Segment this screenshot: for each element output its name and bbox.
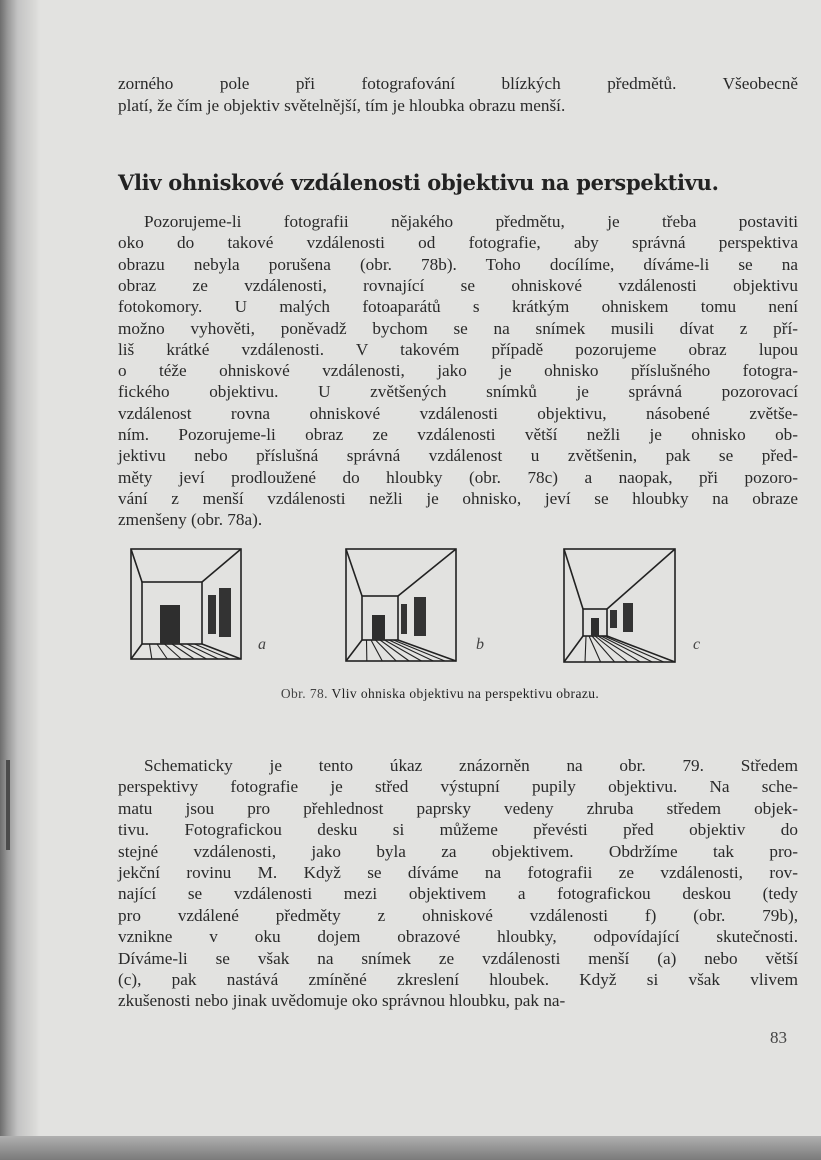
door (160, 605, 180, 644)
perspective-edge (398, 549, 456, 596)
text-line: obraz ze vzdálenosti, rovnající se ohniskové vzdálenosti objektivu (118, 275, 798, 295)
window (401, 604, 407, 634)
caption-number: Obr. 78. (280, 686, 328, 701)
floor-board-line (150, 644, 152, 659)
perspective-edge (607, 549, 675, 609)
floor-board-line (376, 640, 397, 661)
perspective-edge (564, 549, 583, 609)
floor-board-line (385, 640, 422, 661)
figure-78b (345, 548, 457, 662)
text-line: vzdálenost rovna ohniskové vzdálenosti objektivu, násobené zvětše- (118, 403, 798, 423)
floor-board-line (157, 644, 167, 659)
perspective-edge (607, 636, 675, 662)
text-line: Pozorujeme-li fotografii nějakého předmětu, je třeba postaviti (144, 212, 798, 231)
window (414, 597, 426, 636)
text-line: Díváme-li se však na snímek ze vzdálenosti menší (a) nebo větší (118, 948, 798, 968)
perspective-edge (131, 644, 142, 659)
floor-board-line (371, 640, 382, 661)
text-line: liš krátké vzdálenosti. V takovém případě pozorujeme obraz lupou (118, 339, 798, 359)
text-line: ním. Pozorujeme-li obraz ze vzdálenosti větší nežli je ohnisko ob- (118, 425, 798, 444)
text-line: měty jeví prodloužené do hloubky (obr. 78c) a naopak, při pozoro- (118, 467, 798, 487)
text-line: Schematicky je tento úkaz znázorněn na obr. 79. Středem (144, 756, 798, 775)
perspective-edge (346, 549, 362, 596)
floor-board-line (195, 644, 230, 659)
window (208, 595, 216, 634)
text-line: matu jsou pro přehlednost paprsky vedeny zhruba středem objek- (118, 798, 798, 818)
text-line: stejné vzdálenosti, jako byla za objektivem. Obdržíme tak pro- (118, 841, 798, 861)
floor-board-line (601, 636, 652, 662)
page-number: 83 (770, 1028, 787, 1047)
section-heading: Vliv ohniskové vzdálenosti objektivu na perspektivu. (118, 170, 719, 195)
text-line: obrazu nebyla porušena (obr. 78b). Toho docílíme, díváme-li se na (118, 254, 798, 274)
window (623, 603, 633, 632)
intro-line: zorného pole při fotografování blízkých předmětů. Všeobecně (118, 74, 798, 93)
text-line: jekční rovinu M. Když se díváme na fotografii ze vzdálenosti, rov- (118, 863, 798, 882)
perspective-edge (131, 549, 142, 582)
text-line: o téže ohniskové vzdálenosti, jako je ohnisko příslušného fotogra- (118, 361, 798, 381)
text-line: perspektivy fotografie je střed výstupní pupily objektivu. Na sche- (118, 777, 798, 797)
floor-board-line (585, 636, 586, 662)
text-line: fického objektivu. U zvětšených snímků je správná pozorovací (118, 382, 798, 402)
door (372, 615, 385, 640)
text-line: možno vyhověti, poněvadž bychom se na snímek musili dívat z pří- (118, 318, 798, 338)
perspective-edge (564, 636, 583, 662)
text-line: vání z menší vzdálenosti nežli je ohnisko, jeví se hloubky na obraze (118, 488, 798, 508)
text-line: vznikne v oku dojem obrazové hloubky, odpovídající skutečnosti. (118, 927, 798, 947)
text-line: oko do takové vzdálenosti od fotografie, aby správná perspektiva (118, 233, 798, 253)
figure-label-b: b (476, 636, 484, 653)
text-line: zkušenosti nebo jinak uvědomuje oko správnou hloubku, pak na- (118, 991, 566, 1011)
window (610, 610, 617, 628)
window (219, 588, 231, 637)
perspective-edge (202, 644, 241, 659)
perspective-edge (346, 640, 362, 661)
text-line: tivu. Fotografickou desku si můžeme převésti před objektiv do (118, 820, 798, 840)
text-line: nající se vzdálenosti mezi objektivem a fotografickou deskou (tedy (118, 884, 798, 904)
binding-mark (6, 760, 10, 850)
text-line: jektivu nebo příslušná správná vzdálenost u zvětšenin, pak se před- (118, 446, 798, 466)
book-binding-shadow (0, 0, 40, 1160)
door (591, 618, 599, 636)
caption-text: Vliv ohniska objektivu na perspektivu obrazu. (331, 686, 600, 701)
text-line: pro vzdálené předměty z ohniskové vzdálenosti f) (obr. 79b), (118, 905, 798, 925)
figure-78a (130, 548, 242, 660)
floor-board-line (394, 640, 445, 661)
figure-78c (563, 548, 676, 663)
figure-caption (200, 686, 680, 702)
text-line: (c), pak nastává zmíněné zkreslení hloubek. Když si však vlivem (118, 970, 798, 989)
scan-bottom-edge (0, 1136, 821, 1160)
text-line: zmenšeny (obr. 78a). (118, 510, 263, 530)
floor-board-line (165, 644, 182, 659)
intro-line: platí, že čím je objektiv světelnější, tím je hloubka obrazu menší. (118, 96, 566, 115)
text-line: fotokomory. U malých fotoaparátů s krátkým ohniskem tomu není (118, 297, 798, 317)
figure-label-c: c (693, 636, 701, 653)
perspective-edge (202, 549, 241, 582)
figure-label-a: a (258, 636, 266, 653)
